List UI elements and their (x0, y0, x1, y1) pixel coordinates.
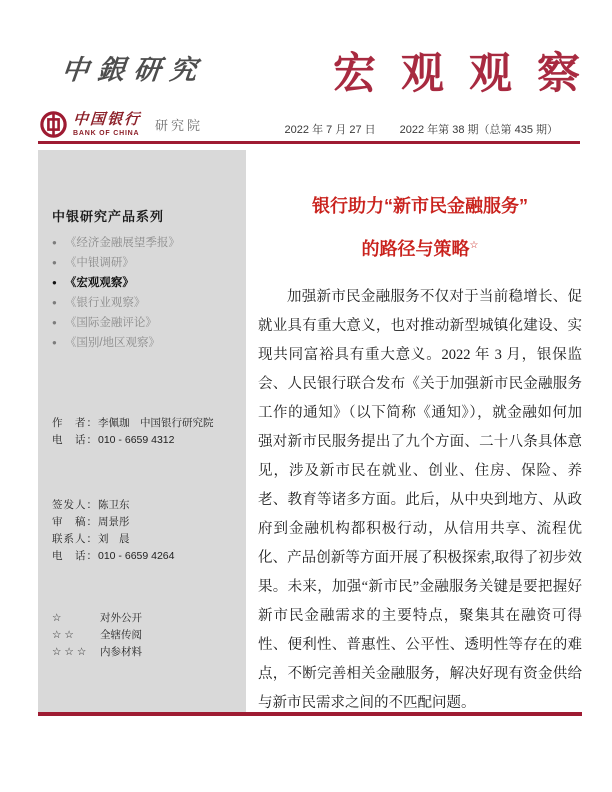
issuer-row (52, 497, 174, 514)
series-item-economic-outlook (52, 232, 180, 252)
series-title: 中银研究产品系列 (52, 209, 165, 224)
contact-row (52, 531, 174, 548)
bank-logo-row (40, 111, 203, 138)
article-title-line2: 的路径与策略☆ (361, 239, 479, 259)
issue-number: 2022 年第 38 期（总第 435 期） (399, 124, 558, 136)
brand-calligraphy: 中銀研究 (60, 55, 208, 86)
series-item-label: 《国际金融评论》 (64, 317, 157, 329)
phone-value: 010 - 6659 4264 (98, 550, 175, 562)
series-item-label: 《国别/地区观察》 (64, 337, 161, 349)
series-item-label: 《银行业观察》 (64, 297, 146, 309)
series-list (52, 232, 180, 352)
issuer-label: 签发人： (52, 499, 98, 511)
contact-phone-row (52, 548, 174, 565)
series-item-label: 《中银调研》 (64, 257, 134, 269)
bank-logo-text (73, 113, 141, 137)
masthead-title: 宏观观察 (333, 51, 605, 98)
publish-date: 2022 年 7 月 27 日 (284, 124, 376, 136)
author-row (52, 415, 214, 432)
phone-label: 电 话： (52, 550, 98, 562)
bullet-icon: ● (52, 337, 57, 347)
bullet-icon: ● (52, 257, 57, 267)
issuer-value: 陈卫东 (98, 499, 130, 511)
one-star-icon: ☆ (52, 612, 65, 624)
bank-name-en: BANK OF CHINA (73, 129, 140, 137)
reviewer-value: 周景彤 (98, 516, 130, 528)
article-title-line1: 银行助力“新市民金融服务” (312, 196, 528, 216)
series-item-macro-observation (52, 272, 180, 292)
series-item-intl-finance-review (52, 312, 180, 332)
contact-label: 联系人： (52, 533, 98, 545)
two-star-icon: ☆☆ (52, 629, 77, 641)
series-item-country-region-observation (52, 332, 180, 352)
title-footnote-star-icon: ☆ (469, 240, 479, 251)
legend-row-public (52, 610, 142, 627)
author-label: 作 者： (52, 417, 98, 429)
legend-row-internal (52, 627, 142, 644)
bullet-icon: ● (52, 297, 57, 307)
footer-rule (38, 712, 582, 716)
article-abstract: 加强新市民金融服务不仅对于当前稳增长、促就业具有重大意义，也对推动新型城镇化建设、实现共同富裕具有重大意义。2022 年 3 月，银保监会、人民银行联合发布《关于加强新市民金融服务工作的通知》（以下简称《通知》），就金融如何加强对新市民服务提出了九个方面、二十八条具体意见，涉及新市民在就业、创业、住房、保险、养老、教育等诸多方面。此后，从中央到地方、从政府到金融机构都积极行动，从信用共享、流程优化、产品创新等方面开展了积极探索,取得了初步效果。未来，加强“新市民”金融服务关键是要把握好新市民金融需求的主要特点，聚集其在融资可得性、便利性、普惠性、公平性、透明性等存在的难点，不断完善相关金融服务，解决好现有资金供给与新市民需求之间的不匹配问题。 (258, 289, 582, 711)
phone-value: 010 - 6659 4312 (98, 434, 175, 446)
approver-block (52, 497, 174, 565)
contact-value: 刘 晨 (98, 533, 130, 545)
bank-of-china-coin-icon (40, 111, 67, 138)
author-phone-row (52, 432, 214, 449)
department-label: 研究院 (155, 118, 204, 133)
legend-row-confidential (52, 644, 142, 661)
bullet-icon: ● (52, 237, 57, 247)
reviewer-label: 审 稿： (52, 516, 98, 528)
classification-legend (52, 610, 142, 661)
legend-label: 全辖传阅 (100, 629, 142, 641)
author-value: 李佩珈 中国银行研究院 (98, 417, 214, 429)
bullet-icon: ● (52, 317, 57, 327)
header-rule (38, 141, 580, 144)
bullet-icon: ● (52, 277, 57, 287)
reviewer-row (52, 514, 174, 531)
sidebar (38, 150, 246, 712)
series-item-boc-survey (52, 252, 180, 272)
date-issue-row (285, 121, 558, 137)
series-item-label: 《宏观观察》 (64, 277, 134, 289)
author-block (52, 415, 214, 449)
series-item-banking-observation (52, 292, 180, 312)
series-item-label: 《经济金融展望季报》 (64, 237, 180, 249)
bank-name-zh: 中国银行 (72, 111, 142, 128)
legend-label: 内参材料 (100, 646, 142, 658)
three-star-icon: ☆☆☆ (52, 646, 90, 658)
phone-label: 电 话： (52, 434, 98, 446)
article (258, 186, 582, 718)
article-title (258, 186, 582, 269)
legend-label: 对外公开 (100, 612, 142, 624)
